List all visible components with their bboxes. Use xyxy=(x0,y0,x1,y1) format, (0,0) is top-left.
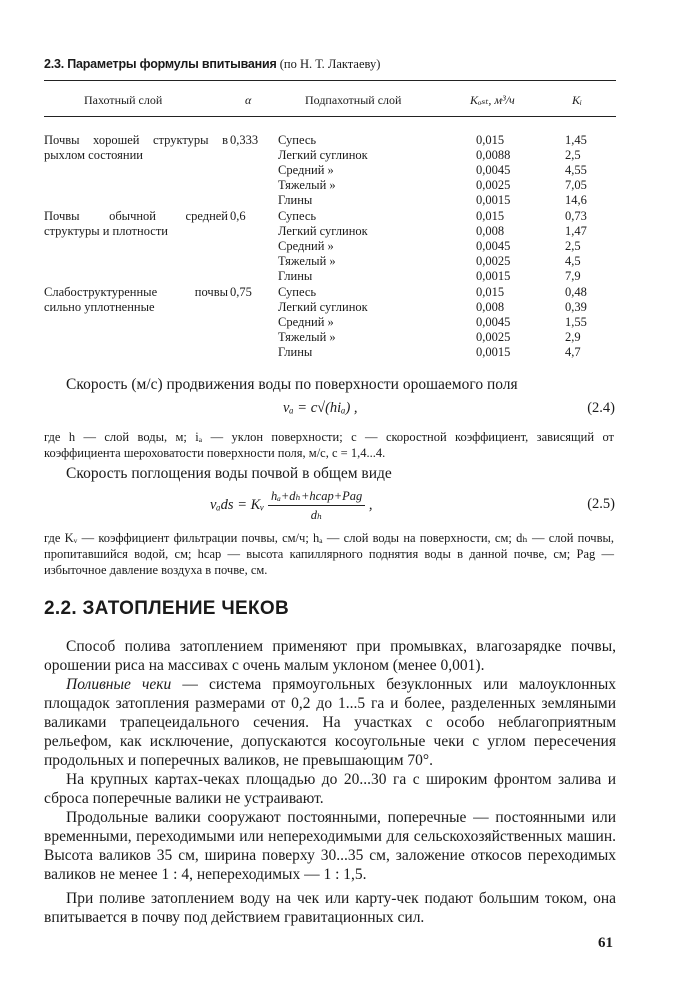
header-alpha: α xyxy=(245,93,252,107)
k-i-cell: 4,55 xyxy=(565,163,587,177)
group-1-alpha: 0,333 xyxy=(230,133,259,147)
k-ost-cell: 0,0045 xyxy=(476,239,511,253)
subsoil-cell: Глины xyxy=(278,193,313,207)
group-3-alpha: 0,75 xyxy=(230,285,252,299)
k-ost-cell: 0,0045 xyxy=(476,163,511,177)
header-topsoil: Пахотный слой xyxy=(84,93,163,107)
table-header-rule xyxy=(44,116,616,117)
group-3-topsoil: Слабоструктуренные почвы сильно уплотненные xyxy=(44,285,228,314)
subsoil-cell: Средний » xyxy=(278,315,334,329)
subsoil-cell: Супесь xyxy=(278,285,317,299)
subsoil-cell: Средний » xyxy=(278,163,334,177)
absorb-intro: Скорость поглощения воды почвой в общем виде xyxy=(66,465,392,482)
k-i-cell: 0,39 xyxy=(565,300,587,314)
subsoil-cell: Легкий суглинок xyxy=(278,148,368,162)
k-ost-cell: 0,0025 xyxy=(476,178,511,192)
subsoil-cell: Легкий суглинок xyxy=(278,300,368,314)
header-k-ost: Kₒₛₜ, м³/ч xyxy=(470,93,515,107)
page-number: 61 xyxy=(598,935,613,951)
paragraph-4: Продольные валики сооружают постоянными, поперечные — постоянными или временными, переходимыми или непереходимыми для сельскохозяйственных машин. Высота валиков 35 см, ширина поверху 30...35 см, заложение откосов переходимых валиков не менее 1 : 4, непереходимых — 1 : 1,5. xyxy=(44,809,616,883)
paragraph-2-text: — система прямоугольных безуклонных или малоуклонных площадок затопления размерами от 0,2 до 1...5 га и более, разделенных земляными валиками трапецеидального сечения. На участках с особо неблагоприятным рельефом, как исключение, допускаются косоугольные чеки с углом пересечения продольных и поперечных валиков, не превышающим 70°. xyxy=(44,676,616,769)
table-top-rule xyxy=(44,80,616,81)
equation-2-4: vₐ = c√(hiₐ) , xyxy=(283,400,358,416)
subsoil-cell: Тяжелый » xyxy=(278,178,336,192)
equation-2-5-number: (2.5) xyxy=(587,496,615,512)
k-i-cell: 4,7 xyxy=(565,345,581,359)
header-k-i: Kᵢ xyxy=(572,93,582,107)
equation-2-5-fraction xyxy=(268,488,365,523)
k-i-cell: 2,9 xyxy=(565,330,581,344)
k-i-cell: 1,55 xyxy=(565,315,587,329)
group-2-topsoil: Почвы обычной средней структуры и плотности xyxy=(44,209,228,238)
table-caption-source: (по Н. Т. Лактаеву) xyxy=(279,57,381,71)
section-heading: 2.2. ЗАТОПЛЕНИЕ ЧЕКОВ xyxy=(44,598,289,619)
equation-2-5-tail: , xyxy=(368,496,373,513)
equation-2-5-legend: где Kᵥ — коэффициент фильтрации почвы, см/ч; hₐ — слой воды на поверхности, см; dₕ — слой почвы, пропитавшийся водой, см; hcap — высота капиллярного поднятия воды в данной почве, см; Pag — избыточное давление воздуха в почве, см. xyxy=(44,531,614,577)
k-i-cell: 0,73 xyxy=(565,209,587,223)
table-caption xyxy=(44,57,380,72)
equation-2-5 xyxy=(210,488,373,523)
k-ost-cell: 0,008 xyxy=(476,224,505,238)
k-i-cell: 0,48 xyxy=(565,285,587,299)
k-ost-cell: 0,0015 xyxy=(476,193,511,207)
k-ost-cell: 0,015 xyxy=(476,285,505,299)
paragraph-2-term: Поливные чеки xyxy=(66,676,172,693)
subsoil-cell: Тяжелый » xyxy=(278,330,336,344)
k-i-cell: 2,5 xyxy=(565,148,581,162)
k-ost-cell: 0,015 xyxy=(476,209,505,223)
k-ost-cell: 0,0015 xyxy=(476,345,511,359)
k-i-cell: 1,45 xyxy=(565,133,587,147)
subsoil-cell: Тяжелый » xyxy=(278,254,336,268)
group-1-topsoil: Почвы хорошей структуры в рыхлом состоянии xyxy=(44,133,228,162)
equation-2-5-numerator: hₐ+dₕ+hcap+Pag xyxy=(268,488,365,506)
group-2-alpha: 0,6 xyxy=(230,209,246,223)
paragraph-5: При поливе затоплением воду на чек или карту-чек подают большим током, она впитывается в почву под действием гравитационных сил. xyxy=(44,890,616,926)
table-caption-number: 2.3. xyxy=(44,57,65,71)
k-i-cell: 2,5 xyxy=(565,239,581,253)
subsoil-cell: Супесь xyxy=(278,133,317,147)
k-ost-cell: 0,015 xyxy=(476,133,505,147)
k-ost-cell: 0,008 xyxy=(476,300,505,314)
subsoil-cell: Средний » xyxy=(278,239,334,253)
k-i-cell: 7,05 xyxy=(565,178,587,192)
paragraph-1: Способ полива затоплением применяют при промывках, влагозарядке почвы, орошении риса на массивах с очень малым уклоном (менее 0,001). xyxy=(44,638,616,674)
k-i-cell: 14,6 xyxy=(565,193,587,207)
subsoil-cell: Супесь xyxy=(278,209,317,223)
subsoil-cell: Глины xyxy=(278,345,313,359)
subsoil-cell: Легкий суглинок xyxy=(278,224,368,238)
equation-2-4-legend: где h — слой воды, м; iₐ — уклон поверхности; c — скоростной коэффициент, зависящий от коэффициента шероховатости поверхности поля, м/с, c = 1,4...4. xyxy=(44,430,614,460)
k-i-cell: 4,5 xyxy=(565,254,581,268)
k-i-cell: 7,9 xyxy=(565,269,581,283)
subsoil-cell: Глины xyxy=(278,269,313,283)
table-caption-title: Параметры формулы впитывания xyxy=(67,57,277,71)
k-ost-cell: 0,0088 xyxy=(476,148,511,162)
paragraph-3: На крупных картах-чеках площадью до 20...30 га с широким фронтом залива и сброса поперечные валики не устраивают. xyxy=(44,771,616,807)
paragraph-2 xyxy=(44,675,616,770)
equation-2-5-lhs: vₐds = Kᵥ xyxy=(210,496,265,513)
k-ost-cell: 0,0025 xyxy=(476,330,511,344)
equation-2-5-denominator: dₕ xyxy=(310,508,323,522)
k-ost-cell: 0,0015 xyxy=(476,269,511,283)
speed-intro: Скорость (м/с) продвижения воды по поверхности орошаемого поля xyxy=(66,376,518,393)
k-i-cell: 1,47 xyxy=(565,224,587,238)
k-ost-cell: 0,0025 xyxy=(476,254,511,268)
k-ost-cell: 0,0045 xyxy=(476,315,511,329)
equation-2-4-number: (2.4) xyxy=(587,400,615,416)
header-subsoil: Подпахотный слой xyxy=(305,93,402,107)
